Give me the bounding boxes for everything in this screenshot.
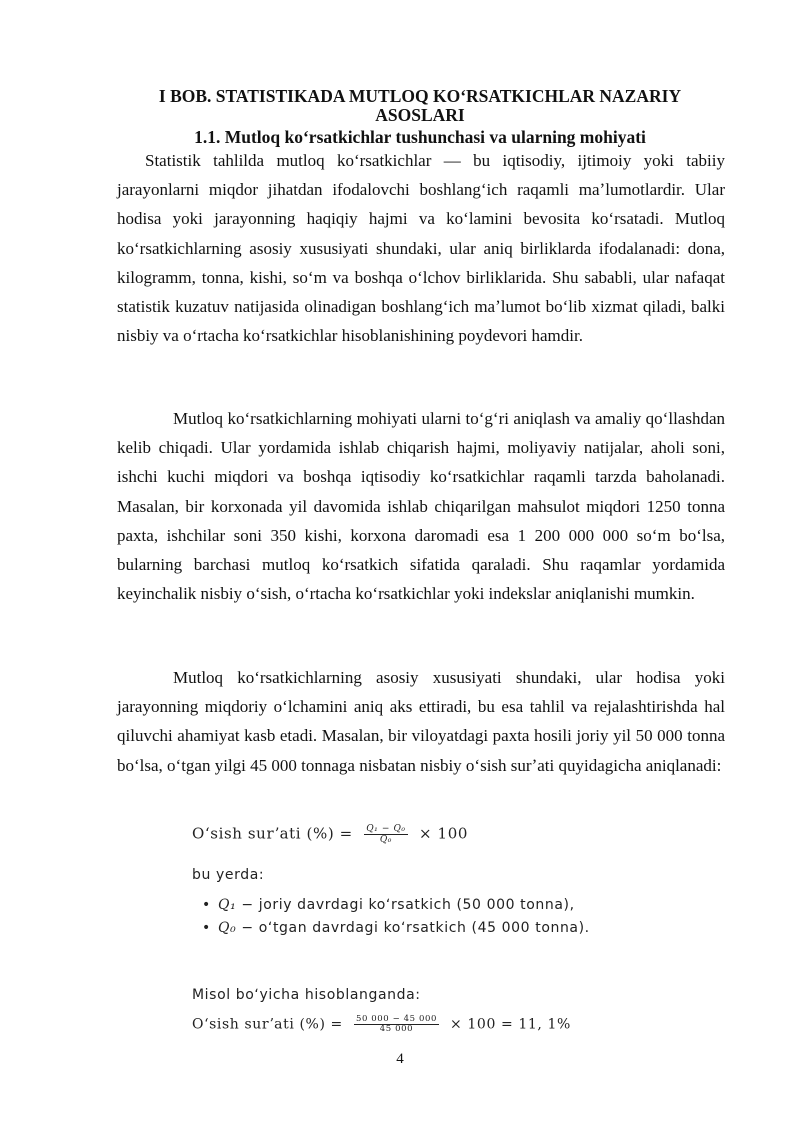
paragraph-1: Statistik tahlilda mutloq koʻrsatkichlar — bu iqtisodiy, ijtimoiy yoki tabiiy jarayonlarni miqdor jihatdan ifodalovchi boshlangʻich raqamli maʼlumotlardir. Ular hodisa yoki jarayonning haqiqiy hajmi va koʻlamini bevosita koʻrsatadi. Mutloq koʻrsatkichlarning asosiy xususiyati shundaki, ular aniq birliklarda ifodalanadi: dona, kilogramm, tonna, kishi, soʻm va boshqa oʻlchov birliklarida. Shu sababli, ular nafaqat statistik kuzatuv natijasida olinadigan boshlangʻich maʼlumot boʻlib xizmat qiladi, balki nisbiy va oʻrtacha koʻrsatkichlar hisoblanishining poydevori hamdir. [117,151,725,346]
chapter-title-continued: ASOSLARI [375,105,465,125]
variable-description: − joriy davrdagi koʻrsatkich (50 000 tonna), [236,897,575,913]
paragraph-3: Mutloq koʻrsatkichlarning asosiy xususiyati shundaki, ular hodisa yoki jarayonning miqdoriy oʻlchamini aniq aks ettiradi, bu esa tahlil va rejalashtirishda hal qiluvchi ahamiyat kasb etadi. Masalan, bir viloyatdagi paxta hosili joriy yil 50 000 tonna boʻlsa, oʻtgan yilgi 45 000 tonnaga nisbatan nisbiy oʻsish surʼati quyidagicha aniqlanadi: [117,668,725,775]
result-numerator: 50 000 − 45 000 [355,1014,437,1024]
paragraph-2: Mutloq koʻrsatkichlarning mohiyati ularni toʻgʻri aniqlash va amaliy qoʻllashdan kelib chiqadi. Ular yordamida ishlab chiqarish hajmi, moliyaviy natijalar, aholi soni, ishchi kuchi miqdori va boshqa iqtisodiy koʻrsatkichlar raqamli tarzda baholanadi. Masalan, bir korxonada yil davomida ishlab chiqarilgan mahsulot miqdori 1250 tonna paxta, ishchilar soni 350 kishi, korxona daromadi esa 1 200 000 000 soʻm boʻlsa, bularning barchasi mutloq koʻrsatkich sifatida qaraladi. Shu raqamlar yordamida keyinchalik nisbiy oʻsish, oʻrtacha koʻrsatkichlar yoki indekslar aniqlanishi mumkin. [117,409,725,604]
result-fraction [354,1015,439,1034]
section-title: 1.1. Mutloq koʻrsatkichlar tushunchasi va ularning mohiyati [194,127,646,147]
formula-numerator: Q₁ − Q₀ [366,824,406,834]
variable-symbol: Q₁ [218,897,237,913]
chapter-title: I BOB. STATISTIKADA MUTLOQ KOʻRSATKICHLAR NAZARIY [158,86,682,106]
result-denominator: 45 000 [379,1024,414,1034]
page-number: 4 [396,1051,404,1067]
formula-rhs: × 100 [419,824,468,843]
definition-item [200,896,640,915]
variable-symbol: Q₀ [218,920,237,936]
growth-rate-formula [192,824,652,845]
result-rhs: × 100 = 11, 1% [450,1016,571,1033]
example-label: Misol boʻyicha hisoblanganda: [192,987,421,1003]
example-calculation [192,1015,652,1034]
variable-definitions [200,896,640,942]
formula-denominator: Q₀ [379,835,393,845]
variable-description: − oʻtgan davrdagi koʻrsatkich (45 000 tonna). [236,920,590,936]
formula-lhs: Oʻsish surʼati (%) = [192,824,353,843]
definition-item [200,919,640,938]
formula-fraction [364,824,407,845]
result-lhs: Oʻsish surʼati (%) = [192,1016,343,1033]
where-label: bu yerda: [192,867,265,883]
